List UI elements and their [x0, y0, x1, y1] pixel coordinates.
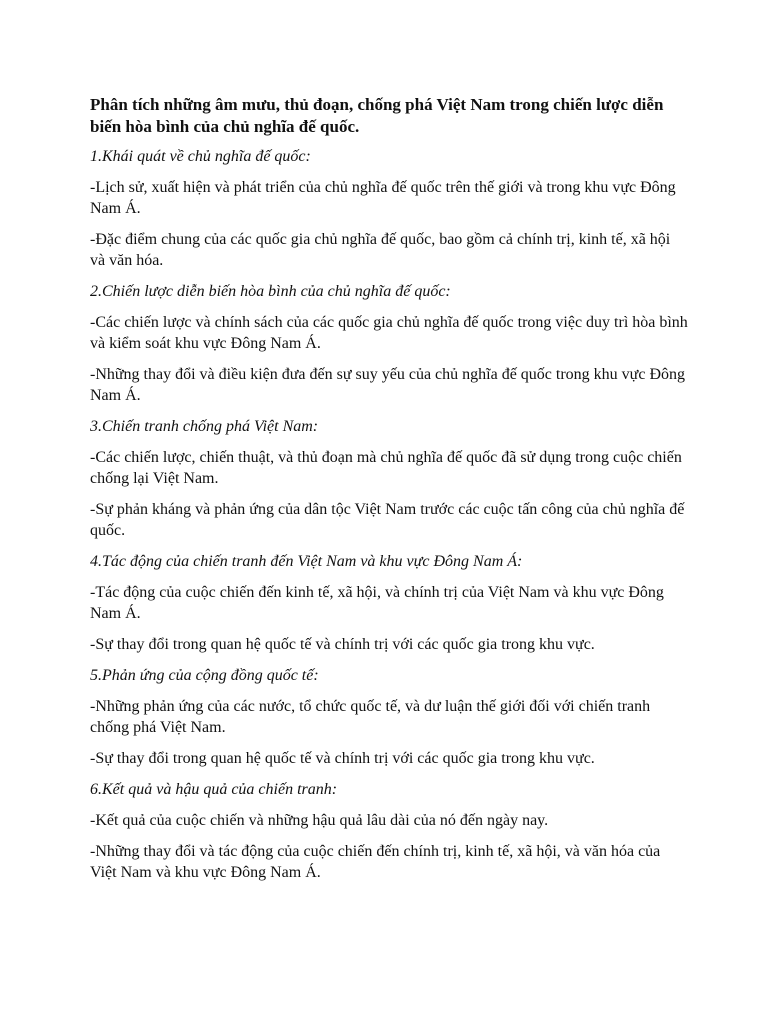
section-paragraph: -Những thay đổi và tác động của cuộc chiến đến chính trị, kinh tế, xã hội, và văn hóa của Việt Nam và khu vực Đông Nam Á.: [90, 843, 661, 881]
section-heading: 1.Khái quát về chủ nghĩa đế quốc:: [90, 148, 311, 165]
section-paragraph: -Các chiến lược và chính sách của các quốc gia chủ nghĩa đế quốc trong việc duy trì hòa bình và kiểm soát khu vực Đông Nam Á.: [90, 314, 688, 352]
section-paragraph: -Sự thay đổi trong quan hệ quốc tế và chính trị với các quốc gia trong khu vực.: [90, 750, 595, 767]
section-paragraph: -Sự thay đổi trong quan hệ quốc tế và chính trị với các quốc gia trong khu vực.: [90, 636, 595, 653]
section-paragraph: -Những phản ứng của các nước, tổ chức quốc tế, và dư luận thế giới đối với chiến tranh chống phá Việt Nam.: [90, 698, 651, 736]
section-heading: 6.Kết quả và hậu quả của chiến tranh:: [90, 781, 338, 798]
section-heading: 2.Chiến lược diễn biến hòa bình của chủ nghĩa đế quốc:: [90, 283, 451, 300]
section-4: [90, 551, 688, 655]
section-paragraph: -Tác động của cuộc chiến đến kinh tế, xã hội, và chính trị của Việt Nam và khu vực Đông Nam Á.: [90, 584, 664, 622]
section-2: [90, 281, 688, 406]
section-5: [90, 665, 688, 769]
section-paragraph: -Sự phản kháng và phản ứng của dân tộc Việt Nam trước các cuộc tấn công của chủ nghĩa đế quốc.: [90, 501, 685, 539]
section-6: [90, 779, 688, 883]
section-paragraph: -Các chiến lược, chiến thuật, và thủ đoạn mà chủ nghĩa đế quốc đã sử dụng trong cuộc chiến chống lại Việt Nam.: [90, 449, 682, 487]
document-title: Phân tích những âm mưu, thủ đoạn, chống phá Việt Nam trong chiến lược diễn biến hòa bình của chủ nghĩa đế quốc.: [90, 95, 664, 136]
section-3: [90, 416, 688, 541]
document-page: [90, 94, 688, 893]
section-heading: 5.Phản ứng của cộng đồng quốc tế:: [90, 667, 319, 684]
section-1: [90, 146, 688, 271]
section-paragraph: -Lịch sử, xuất hiện và phát triển của chủ nghĩa đế quốc trên thế giới và trong khu vực Đông Nam Á.: [90, 179, 676, 217]
section-paragraph: -Những thay đổi và điều kiện đưa đến sự suy yếu của chủ nghĩa đế quốc trong khu vực Đông Nam Á.: [90, 366, 685, 404]
section-heading: 4.Tác động của chiến tranh đến Việt Nam và khu vực Đông Nam Á:: [90, 553, 523, 570]
section-heading: 3.Chiến tranh chống phá Việt Nam:: [90, 418, 319, 435]
section-paragraph: -Kết quả của cuộc chiến và những hậu quả lâu dài của nó đến ngày nay.: [90, 812, 549, 829]
section-paragraph: -Đặc điểm chung của các quốc gia chủ nghĩa đế quốc, bao gồm cả chính trị, kinh tế, xã hội và văn hóa.: [90, 231, 671, 269]
